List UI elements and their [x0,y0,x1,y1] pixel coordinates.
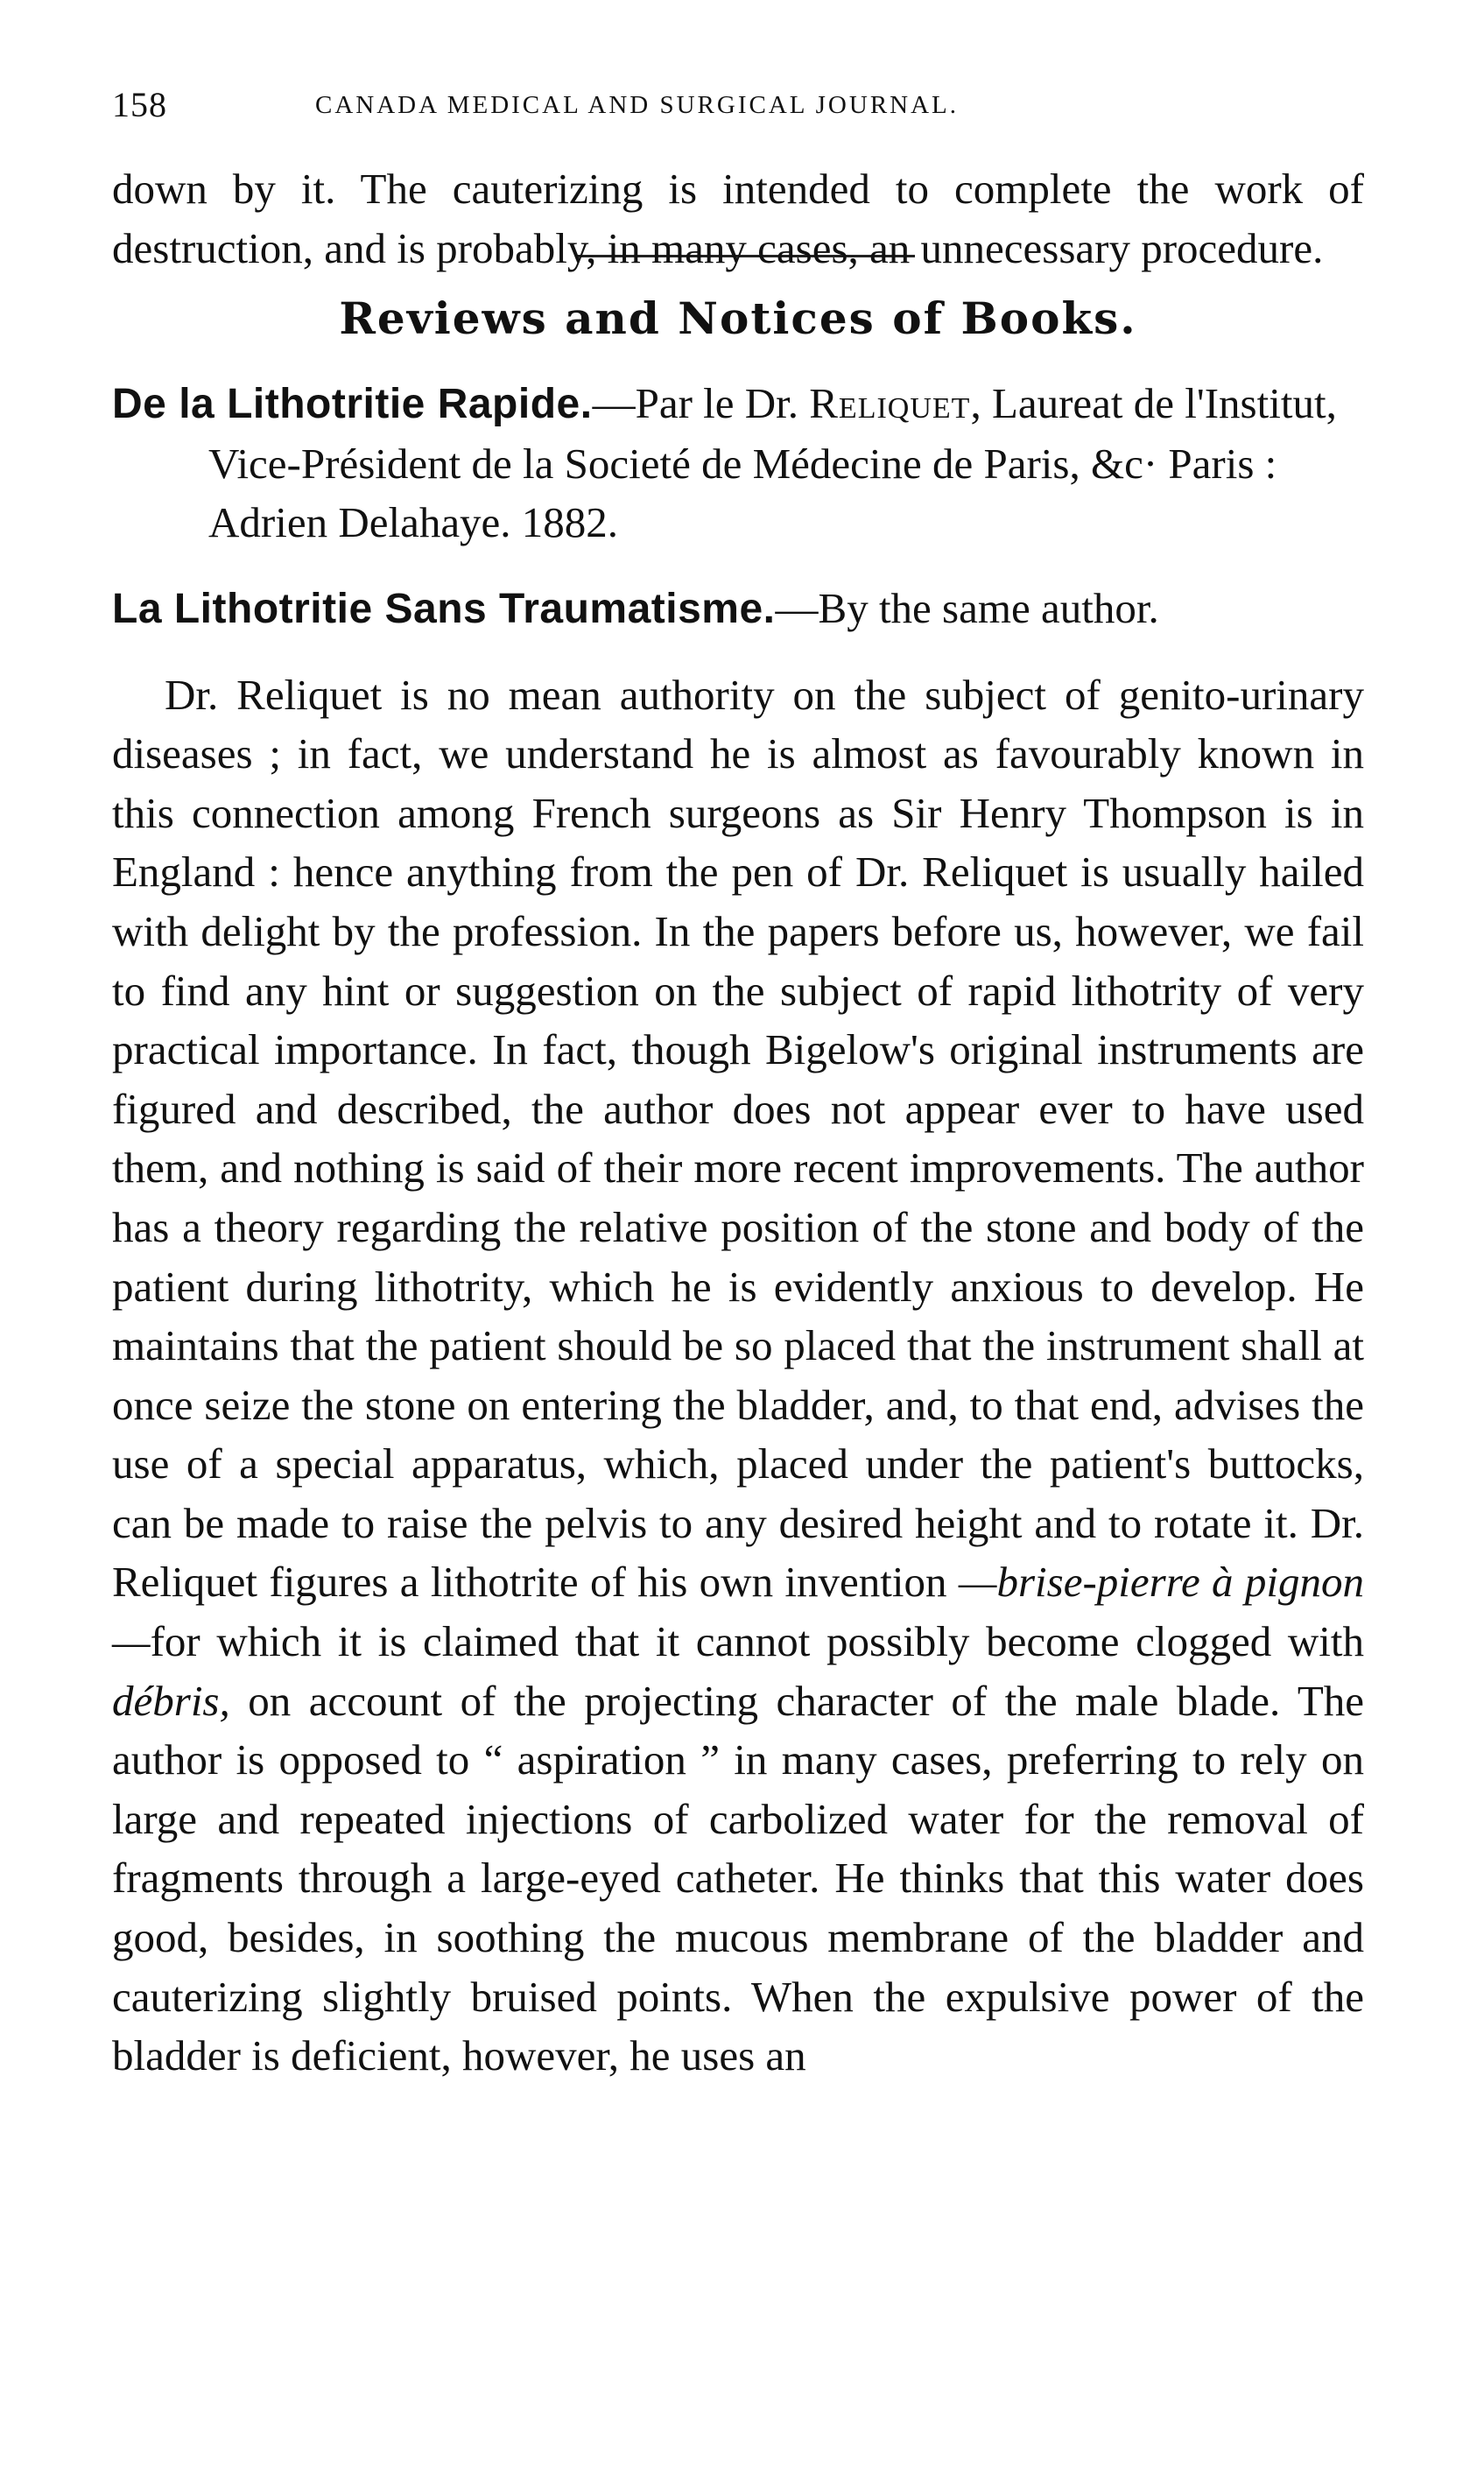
review-italic-debris: débris, [112,1676,230,1725]
book-title: De la Lithotritie Rapide. [112,381,593,428]
title-dash: — [775,583,819,632]
review-text-part-3: on account of the projecting character of the male blade. The author is opposed to “ aspiration ” in many cases, preferring to rely on large and repeated injections of carbolized water for the removal of fragments through a large-eyed catheter. He thinks that this water does good, besides, in soothing the mucous membrane of the bladder and cauterizing slightly bruised points. When the expulsive power of the bladder is deficient, however, he uses an [112,1676,1364,2080]
book-by-prefix: Par le Dr. [635,379,810,428]
review-body [112,665,1364,2086]
section-title: Reviews and Notices of Books. [339,292,1137,345]
intro-paragraph: down by it. The cauterizing is intended to complete the work of destruction, and is probably, in many cases, an unnecessary procedure. [112,165,1364,272]
review-text-part-1: Dr. Reliquet is no mean authority on the subject of genito-urinary diseases ; in fact, we understand he is almost as favourably known in this connection among French surgeons as Sir Henry Thompson is in England : hence anything from the pen of Dr. Reliquet is usually hailed with delight by the profession. In the papers before us, however, we fail to find any hint or suggestion on the subject of rapid lithotrity of very practical importance. In fact, though Bigelow's original instruments are figured and described, the author does not appear ever to have used them, and nothing is said of their more recent improvements. The author has a theory regarding the relative position of the stone and body of the patient during lithotrity, which he is evidently anxious to develop. He maintains that the patient should be so placed that the instrument shall at once seize the stone on entering the bladder, and, to that end, advises the use of a special apparatus, which, placed under the patient's buttocks, can be made to raise the pelvis to any desired height and to rotate it. Dr. Reliquet figures a lithotrite of his own invention [112,670,1364,1607]
book-details: , Laureat de l'Institut, Vice-Président de la Societé de Médecine de Paris, &c· Paris : Adrien Delahaye. 1882. [208,379,1337,547]
review-italic-instrument: —brise-pierre à pignon— [112,1558,1365,1666]
title-dash: — [592,379,636,428]
book-author: Reliquet [809,379,971,428]
journal-page [112,84,1364,2086]
running-head [112,84,1364,140]
book-details: By the same author. [818,583,1159,632]
review-text-part-2: for which it is claimed that it cannot possibly become clogged with [150,1617,1364,1666]
book-entry-1 [112,374,1364,552]
journal-title: CANADA MEDICAL AND SURGICAL JOURNAL. [315,91,960,119]
book-entry-2 [112,579,1364,639]
page-number: 158 [112,85,167,124]
book-title: La Lithotritie Sans Traumatisme. [112,585,776,632]
